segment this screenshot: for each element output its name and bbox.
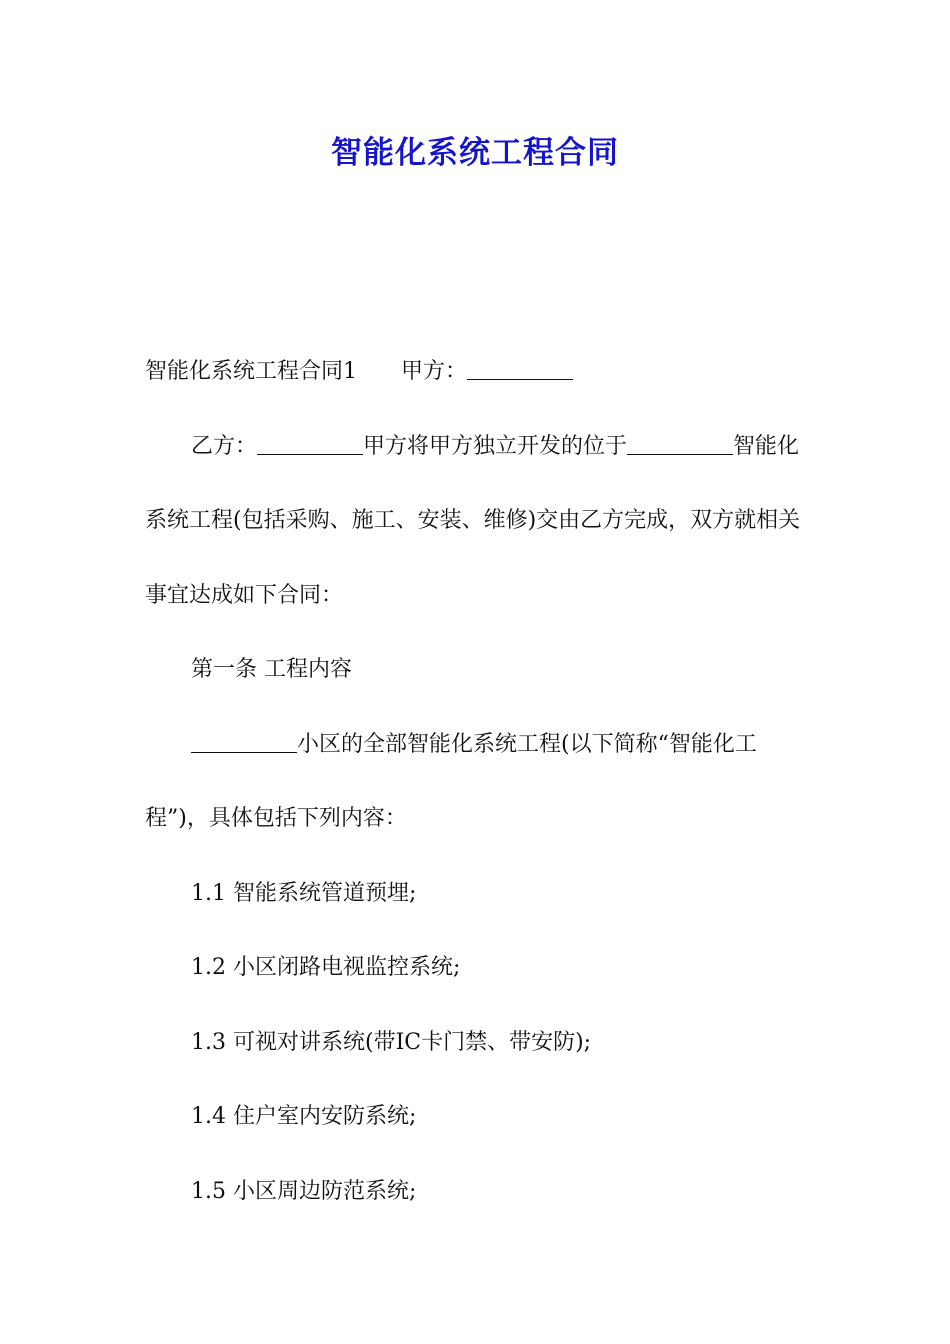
party-b-blank [257, 434, 363, 455]
intro-paragraph [145, 335, 810, 410]
list-item: 1.5 小区周边防范系统; [191, 1178, 417, 1204]
community-blank [191, 732, 297, 753]
article-paragraph [145, 708, 810, 857]
paragraph-text: 小区的全部智能化系统工程(以下简称“智能化工程”)，具体包括下列内容： [145, 731, 757, 831]
contract-intro-text: 智能化系统工程合同1 [145, 359, 357, 384]
party-b-paragraph [145, 410, 810, 634]
party-b-label: 乙方： [191, 433, 258, 459]
article-heading: 第一条 工程内容 [191, 657, 352, 682]
party-a-blank [467, 359, 573, 380]
party-a-label: 甲方： [401, 359, 468, 384]
paragraph-text: 智能化系统工程(包括采购、施工、安装、维修)交由乙方完成，双方就相关事宜达成如下合同： [145, 433, 801, 608]
document-body [145, 335, 810, 1229]
paragraph-text: 甲方将甲方独立开发的位于 [363, 433, 628, 459]
list-item: 1.1 智能系统管道预埋; [191, 880, 417, 906]
list-item: 1.2 小区闭路电视监控系统; [191, 955, 461, 980]
list-item: 1.4 住户室内安防系统; [191, 1104, 417, 1129]
list-item: 1.3 可视对讲系统(带IC卡门禁、带安防); [191, 1029, 592, 1055]
document-title: 智能化系统工程合同 [331, 135, 619, 171]
location-blank [627, 434, 733, 455]
